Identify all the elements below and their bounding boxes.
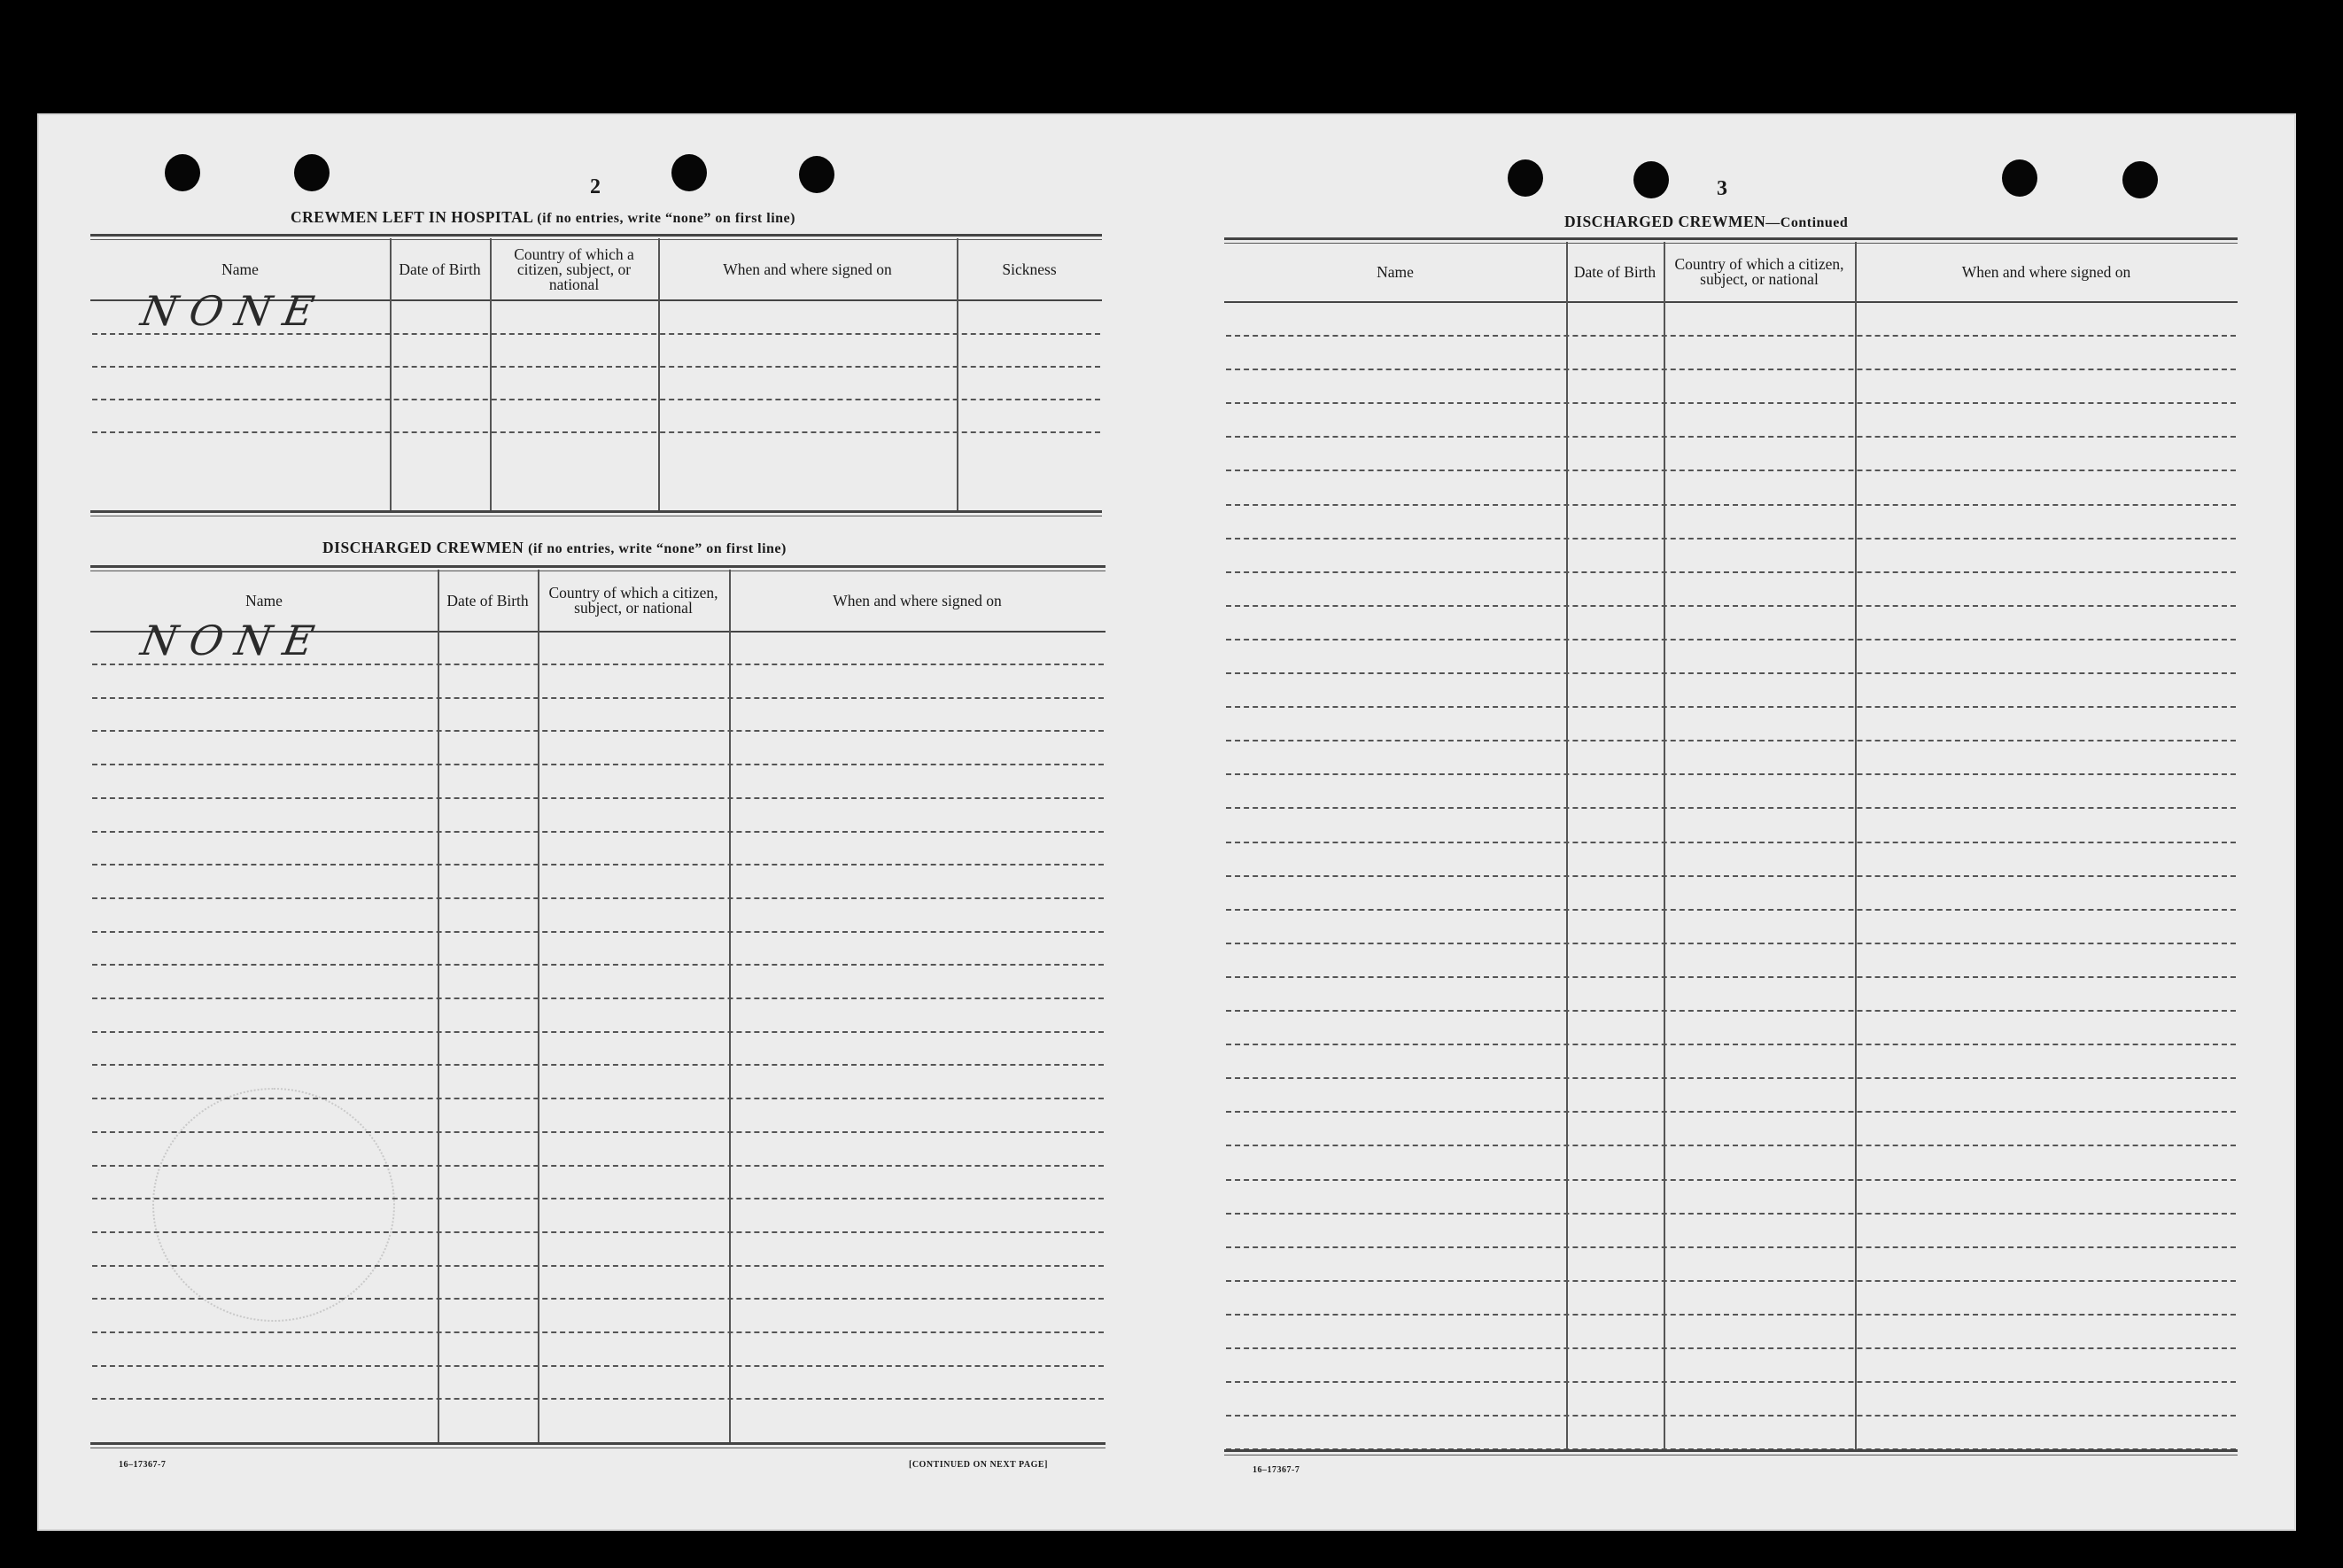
right-section-title <box>1564 213 1848 231</box>
column-divider <box>1664 242 1665 1449</box>
row-line <box>1226 1314 2236 1316</box>
row-line <box>92 831 1104 833</box>
discharged-section-title <box>322 539 787 557</box>
row-line <box>1226 1010 2236 1012</box>
column-header <box>1664 245 1855 299</box>
discharged-title-sub: (if no entries, write “none” on first line) <box>528 541 787 556</box>
row-line <box>1226 1415 2236 1417</box>
row-line <box>1226 943 2236 944</box>
column-header <box>1224 245 1566 299</box>
row-line <box>1226 436 2236 438</box>
hospital-title-sub: (if no entries, write “none” on first line) <box>537 211 795 226</box>
column-divider <box>438 570 439 1442</box>
punch-hole <box>1508 159 1543 197</box>
row-line <box>1226 1246 2236 1248</box>
row-line <box>92 1165 1104 1167</box>
row-line <box>92 1231 1104 1233</box>
row-line <box>1226 909 2236 911</box>
row-line <box>1226 538 2236 539</box>
right-title-sub: —Continued <box>1765 215 1849 230</box>
header-bottom-rule <box>1224 301 2238 303</box>
punch-hole <box>2002 159 2037 197</box>
column-header <box>390 241 490 298</box>
row-line <box>1226 639 2236 640</box>
row-line <box>92 1265 1104 1267</box>
row-line <box>1226 740 2236 741</box>
row-line <box>1226 605 2236 607</box>
column-header-text: Name <box>245 591 283 609</box>
discharged-title-main: DISCHARGED CREWMEN <box>322 539 524 556</box>
row-line <box>1226 773 2236 775</box>
row-line <box>1226 672 2236 674</box>
punch-hole <box>671 154 707 191</box>
row-line <box>1226 369 2236 370</box>
row-line <box>92 1298 1104 1300</box>
column-divider <box>538 570 539 1442</box>
table-top-rule <box>1224 237 2238 244</box>
hospital-section-title <box>291 208 795 227</box>
column-header <box>729 572 1106 629</box>
row-line <box>1226 1213 2236 1215</box>
page-number-left: 2 <box>590 175 601 198</box>
row-line <box>92 964 1104 966</box>
punch-hole <box>2122 161 2158 198</box>
punch-hole <box>799 156 834 193</box>
hospital-title-main: CREWMEN LEFT IN HOSPITAL <box>291 208 533 226</box>
row-line <box>92 997 1104 999</box>
column-header <box>538 572 729 629</box>
table-bottom-rule <box>90 510 1102 516</box>
row-line <box>92 1098 1104 1099</box>
punch-hole <box>294 154 330 191</box>
row-line <box>92 864 1104 866</box>
column-divider <box>729 570 731 1442</box>
row-line <box>92 897 1104 899</box>
row-line <box>1226 470 2236 471</box>
row-line <box>1226 1381 2236 1383</box>
row-line <box>92 730 1104 732</box>
row-line <box>1226 706 2236 708</box>
row-line <box>1226 1347 2236 1349</box>
row-line <box>1226 976 2236 978</box>
row-line <box>92 1331 1104 1333</box>
form-number-left: 16–17367‑7 <box>119 1460 167 1470</box>
column-header <box>490 241 658 298</box>
column-header-text: Country of which a citizen, subject, or national <box>1674 255 1844 288</box>
row-line <box>92 1031 1104 1033</box>
row-line <box>92 931 1104 933</box>
column-header-text: Name <box>221 260 259 278</box>
row-line <box>92 764 1104 765</box>
row-line <box>1226 1145 2236 1146</box>
column-header-text: When and where signed on <box>833 591 1002 609</box>
column-header <box>1566 245 1664 299</box>
faint-stamp <box>152 1088 395 1322</box>
column-divider <box>1566 242 1568 1449</box>
column-header-text: Name <box>1377 262 1414 281</box>
row-line <box>92 366 1100 368</box>
row-line <box>1226 1044 2236 1045</box>
column-header-text: When and where signed on <box>723 260 892 278</box>
table-top-rule <box>90 565 1106 571</box>
row-line <box>92 1398 1104 1400</box>
row-line <box>1226 1179 2236 1181</box>
right-title-main: DISCHARGED CREWMEN <box>1564 213 1766 230</box>
handwritten-entry: NONE <box>137 287 330 335</box>
row-line <box>1226 807 2236 809</box>
column-header-text: Date of Birth <box>1573 262 1656 281</box>
page-number-right: 3 <box>1717 177 1727 200</box>
row-line <box>92 797 1104 799</box>
row-line <box>92 1365 1104 1367</box>
column-header <box>438 572 538 629</box>
column-header-text: When and where signed on <box>1961 262 2131 281</box>
row-line <box>1226 402 2236 404</box>
row-line <box>1226 842 2236 843</box>
row-line <box>1226 1280 2236 1282</box>
table-top-rule <box>90 234 1102 240</box>
row-line <box>1226 875 2236 877</box>
row-line <box>92 1131 1104 1133</box>
document-sheet <box>37 113 2296 1531</box>
column-header-text: Date of Birth <box>446 591 529 609</box>
column-header <box>658 241 957 298</box>
column-header <box>1855 245 2238 299</box>
row-line <box>92 431 1100 433</box>
punch-hole <box>165 154 200 191</box>
table-bottom-rule <box>1224 1449 2238 1455</box>
row-line <box>92 1064 1104 1066</box>
row-line <box>1226 1077 2236 1079</box>
row-line <box>92 399 1100 400</box>
form-number-right: 16–17367‑7 <box>1253 1465 1300 1475</box>
handwritten-entry: NONE <box>137 617 330 664</box>
column-header-text: Country of which a citizen, subject, or national <box>514 245 634 293</box>
row-line <box>1226 335 2236 337</box>
row-line <box>1226 504 2236 506</box>
punch-hole <box>1633 161 1669 198</box>
column-header-text: Date of Birth <box>399 260 481 278</box>
table-bottom-rule <box>90 1442 1106 1448</box>
column-header-text: Sickness <box>1002 260 1057 278</box>
row-line <box>92 697 1104 699</box>
row-line <box>1226 571 2236 573</box>
column-divider <box>1855 242 1857 1449</box>
column-header-text: Country of which a citizen, subject, or national <box>548 584 718 617</box>
column-header <box>957 241 1102 298</box>
row-line <box>1226 1111 2236 1113</box>
continued-note: [CONTINUED ON NEXT PAGE] <box>909 1460 1048 1470</box>
row-line <box>92 1198 1104 1199</box>
